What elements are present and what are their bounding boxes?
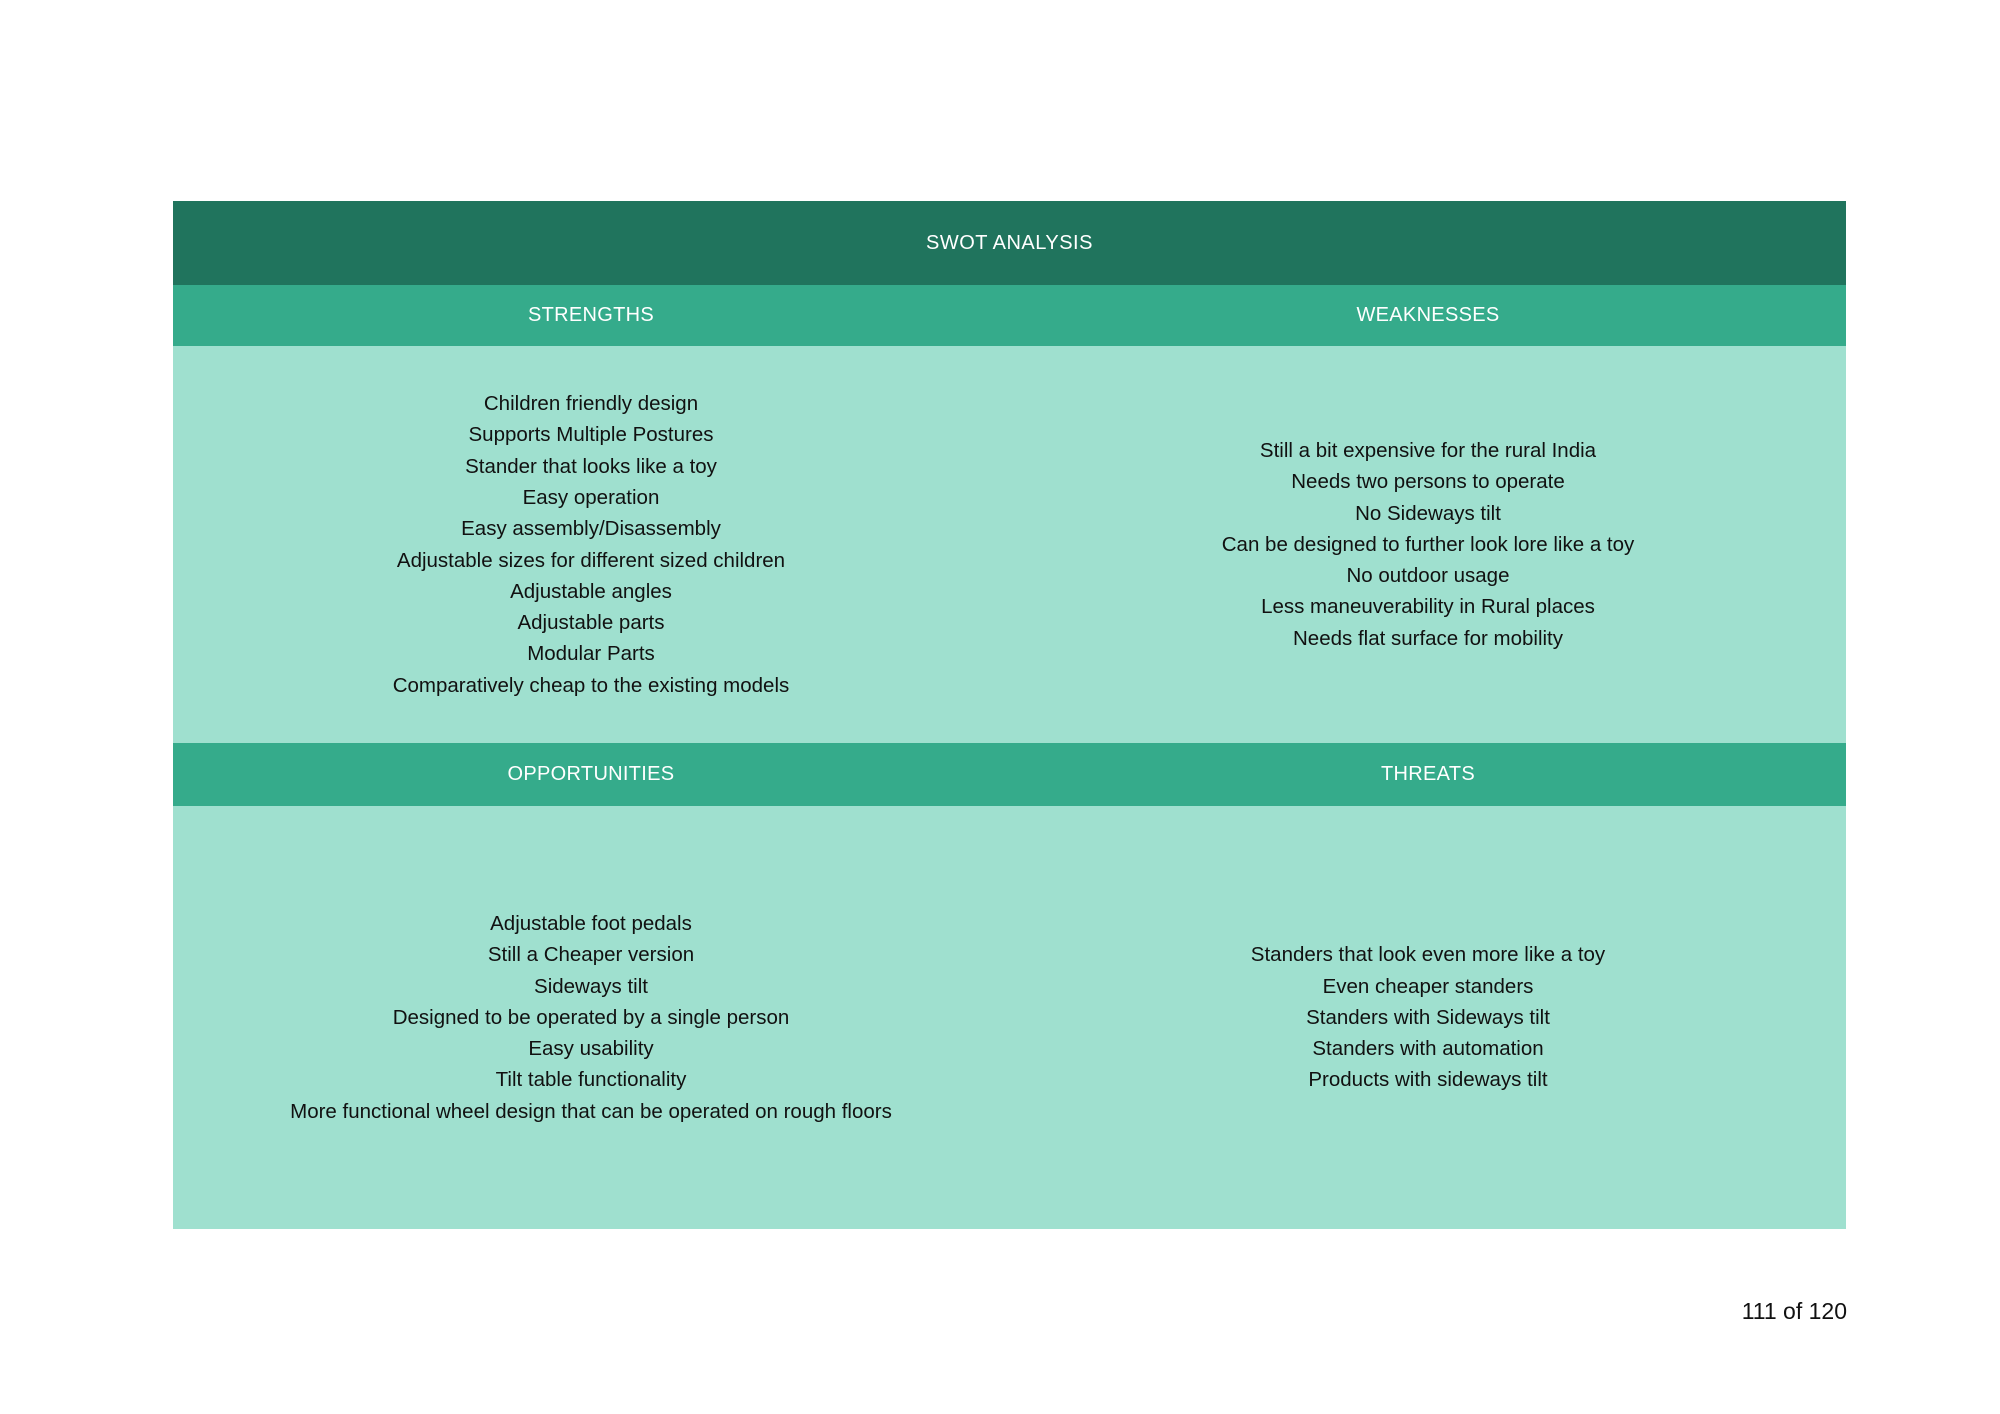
list-item: Adjustable sizes for different sized children <box>396 548 786 572</box>
list-item: Adjustable angles <box>510 579 672 603</box>
list-item: Even cheaper standers <box>1322 974 1534 998</box>
weaknesses-list <box>1010 346 1846 743</box>
list-item: Tilt table functionality <box>495 1068 687 1092</box>
list-item: Still a bit expensive for the rural India <box>1259 438 1597 462</box>
list-item: Sideways tilt <box>534 974 648 998</box>
strengths-heading: STRENGTHS <box>527 304 655 326</box>
list-item: No Sideways tilt <box>1355 501 1501 525</box>
list-item: Needs two persons to operate <box>1291 470 1565 494</box>
list-item: Adjustable foot pedals <box>490 911 692 935</box>
list-item: Comparatively cheap to the existing models <box>392 673 790 697</box>
list-item: Stander that looks like a toy <box>465 454 717 478</box>
list-item: Easy usability <box>528 1037 654 1061</box>
page-number: 111 of 120 <box>1741 1298 1847 1324</box>
list-item: Supports Multiple Postures <box>468 423 714 447</box>
opportunities-heading: OPPORTUNITIES <box>507 763 675 785</box>
list-item: Still a Cheaper version <box>487 943 695 967</box>
threats-list <box>1010 806 1846 1229</box>
list-item: Products with sideways tilt <box>1308 1068 1548 1092</box>
list-item: Can be designed to further look lore like a toy <box>1221 532 1635 556</box>
list-item: Children friendly design <box>483 392 699 416</box>
threats-heading: THREATS <box>1381 763 1475 785</box>
list-item: Needs flat surface for mobility <box>1292 626 1564 650</box>
list-item: Easy assembly/Disassembly <box>461 517 721 541</box>
list-item: Modular Parts <box>527 642 655 666</box>
swot-table <box>173 201 1846 1229</box>
list-item: Adjustable parts <box>517 611 665 635</box>
list-item: Standers that look even more like a toy <box>1250 943 1606 967</box>
opportunities-list <box>173 806 1009 1229</box>
swot-title: SWOT ANALYSIS <box>173 201 1846 285</box>
list-item: Standers with automation <box>1312 1037 1544 1061</box>
list-item: Designed to be operated by a single person <box>392 1005 790 1029</box>
heading-band-bottom <box>173 743 1846 806</box>
list-item: Less maneuverability in Rural places <box>1261 595 1595 619</box>
list-item: Standers with Sideways tilt <box>1306 1005 1550 1029</box>
list-item: Easy operation <box>522 485 660 509</box>
weaknesses-heading: WEAKNESSES <box>1356 304 1500 326</box>
strengths-list <box>173 346 1009 743</box>
list-item: More functional wheel design that can be operated on rough floors <box>290 1099 892 1123</box>
list-item: No outdoor usage <box>1346 564 1510 588</box>
heading-band-top <box>173 285 1846 346</box>
